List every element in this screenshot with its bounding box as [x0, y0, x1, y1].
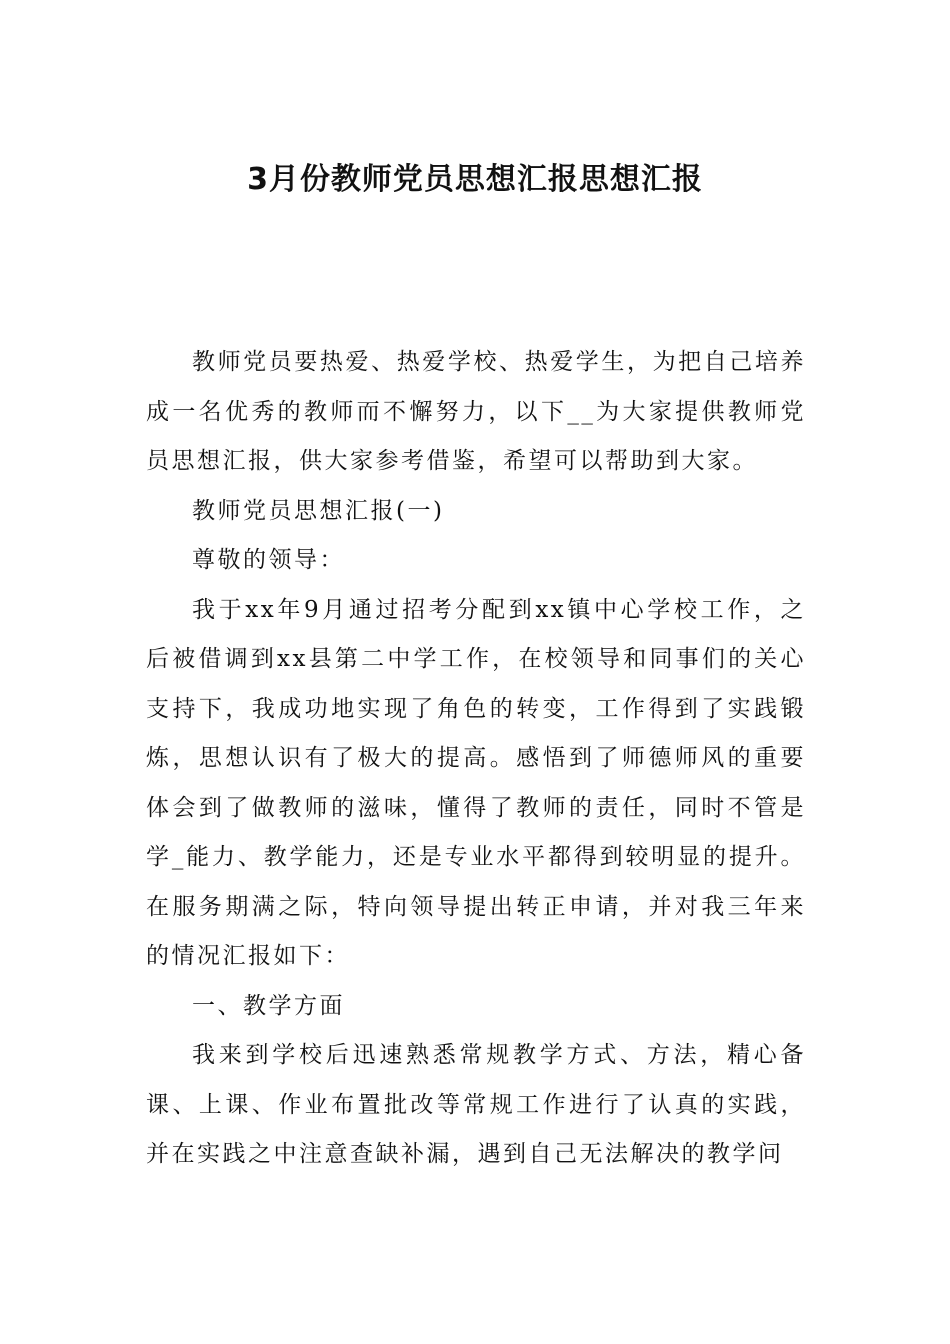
document-title: 3月份教师党员思想汇报思想汇报	[247, 162, 703, 197]
paragraph-main: 我于xx年9月通过招考分配到xx镇中心学校工作，之后被借调到xx县第二中学工作，在校领导和同事们的关心支持下，我成功地实现了角色的转变，工作得到了实践锻炼，思想认识有了极大的提高。感悟到了师德师风的重要体会到了做教师的滋味，懂得了教师的责任，同时不管是学_能力、教学能力，还是专业水平都得到较明显的提升。在服务期满之际，特向领导提出转正申请，并对我三年来的情况汇报如下：	[146, 596, 806, 969]
paragraph-section-heading: 教师党员思想汇报(一)	[192, 497, 445, 524]
paragraph-salutation: 尊敬的领导：	[192, 547, 345, 573]
paragraph-intro: 教师党员要热爱、热爱学校、热爱学生，为把自己培养成一名优秀的教师而不懈努力，以下__为大家提供教师党员思想汇报，供大家参考借鉴，希望可以帮助到大家。	[146, 349, 806, 474]
paragraph-subheading-teaching: 一、教学方面	[192, 992, 345, 1019]
document-body	[146, 338, 806, 1180]
paragraph-teaching: 我来到学校后迅速熟悉常规教学方式、方法，精心备课、上课、作业布置批改等常规工作进行了认真的实践，并在实践之中注意查缺补漏，遇到自己无法解决的教学问	[146, 1042, 806, 1167]
